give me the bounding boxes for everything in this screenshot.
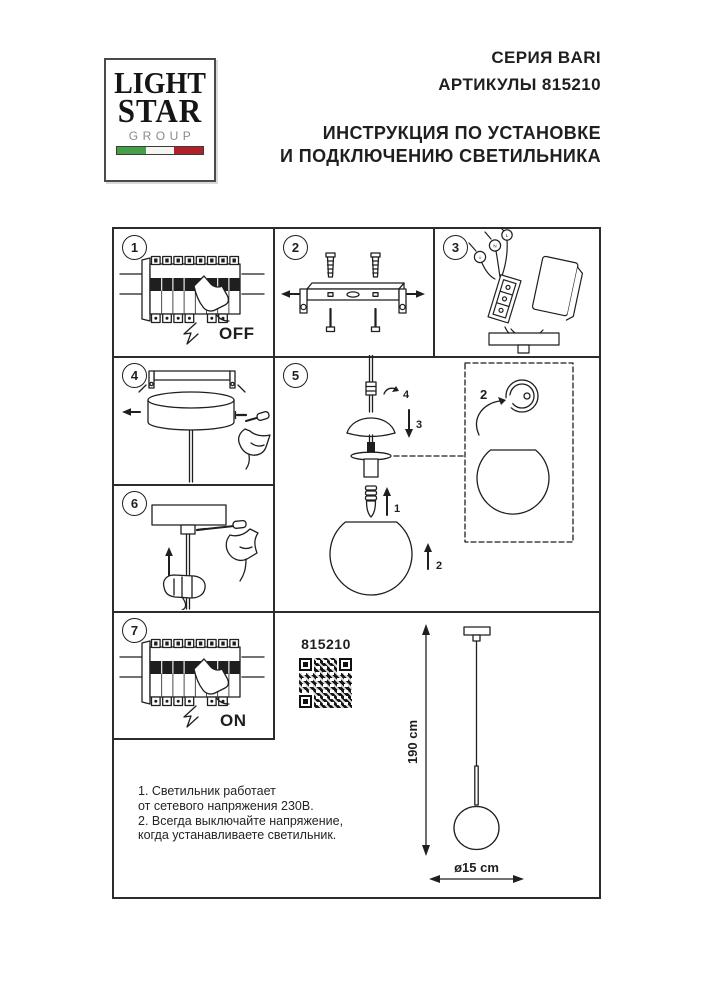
step-7-panel	[112, 610, 273, 738]
switch-cover	[531, 256, 584, 321]
wall-plug-icon	[326, 253, 335, 277]
header-text-block	[201, 48, 601, 167]
inset-globe	[477, 450, 549, 514]
callout-3: 3	[416, 419, 423, 431]
note-line: от сетевого напряжения 230В.	[138, 798, 314, 813]
arrow-left-icon	[281, 290, 299, 298]
terminal-block	[488, 275, 521, 323]
note-line: 2. Всегда выключайте напряжение,	[138, 813, 344, 828]
step-7-number: 7	[122, 618, 147, 643]
logo-word-star: STAR	[117, 90, 203, 130]
qr-finder-icon	[299, 658, 312, 671]
neutral-wire-label: N	[493, 243, 497, 249]
step-4-number: 4	[122, 363, 147, 388]
arrow-up-icon	[424, 543, 432, 569]
ceiling-plate	[464, 627, 490, 635]
callout-4: 4	[403, 389, 410, 401]
line-wire-label: L	[505, 233, 509, 238]
qr-finder-icon	[299, 695, 312, 708]
canopy-bar	[489, 333, 559, 345]
note-line: когда устанавливаете светильник.	[138, 828, 337, 843]
glass-globe	[330, 522, 412, 595]
arrow-right-icon	[407, 290, 425, 298]
ground-wire-label: ⏚	[477, 255, 483, 260]
article-number-line: АРТИКУЛЫ 815210	[438, 75, 601, 94]
hand-icon	[226, 529, 258, 581]
italian-flag-icon	[116, 146, 204, 155]
logo-word-light: LIGHT	[114, 66, 206, 101]
step-2-panel	[273, 227, 433, 355]
step-6-panel	[112, 483, 273, 610]
turn-arrow-icon	[384, 386, 399, 394]
bulb-icon	[366, 486, 377, 517]
callout-1: 1	[394, 503, 401, 515]
qr-article-code: 815210	[301, 636, 351, 652]
off-label: OFF	[219, 324, 255, 343]
qr-finder-icon	[339, 658, 352, 671]
lightstar-logo	[104, 58, 216, 182]
step-1-panel	[112, 227, 273, 355]
height-dimension-arrow	[422, 624, 430, 856]
logo-word-group: GROUP	[128, 129, 196, 144]
shade-dome	[347, 418, 395, 433]
instruction-title-line1: ИНСТРУКЦИЯ ПО УСТАНОВКЕ	[322, 123, 601, 143]
step-4-panel	[112, 355, 273, 483]
breaker-bottom-teeth	[152, 697, 228, 706]
gripping-hand-icon	[164, 575, 206, 610]
step-5-number: 5	[283, 363, 308, 388]
step-2-number: 2	[283, 235, 308, 260]
globe-shade	[454, 807, 499, 850]
diameter-dimension-arrow	[429, 875, 524, 883]
wall-plug-icon	[371, 253, 380, 277]
step-3-number: 3	[443, 235, 468, 260]
grid-divider	[114, 738, 274, 740]
note-line: 1. Светильник работает	[138, 784, 276, 798]
arrow-left-icon	[122, 408, 140, 416]
inset-callout-2: 2	[480, 387, 488, 402]
height-dimension-label: 190 cm	[405, 719, 420, 765]
screwdriver-icon	[246, 411, 270, 421]
pendant-dimensions-drawing	[403, 616, 528, 888]
pendant-exploded-drawing	[273, 355, 601, 610]
diameter-dimension-label: ø15 cm	[454, 860, 499, 875]
breaker-top-teeth	[152, 640, 239, 648]
step-6-number: 6	[122, 491, 147, 516]
callout-2: 2	[436, 560, 443, 572]
step-5-panel	[273, 355, 601, 610]
breaker-top-teeth	[152, 257, 239, 265]
hand-icon	[239, 429, 270, 469]
screw-icon	[236, 412, 247, 419]
series-title: СЕРИЯ BARI	[491, 48, 601, 67]
breaker-bottom-teeth	[152, 314, 228, 323]
instruction-title-line2: И ПОДКЛЮЧЕНИЮ СВЕТИЛЬНИКА	[280, 145, 601, 166]
screw-icon	[331, 309, 376, 327]
arrow-up-icon	[383, 487, 391, 515]
safety-notes	[138, 784, 348, 843]
step-1-number: 1	[122, 235, 147, 260]
step-3-panel	[433, 227, 601, 355]
qr-code	[299, 658, 352, 708]
on-label: ON	[220, 711, 247, 730]
arrow-down-icon	[405, 410, 413, 438]
